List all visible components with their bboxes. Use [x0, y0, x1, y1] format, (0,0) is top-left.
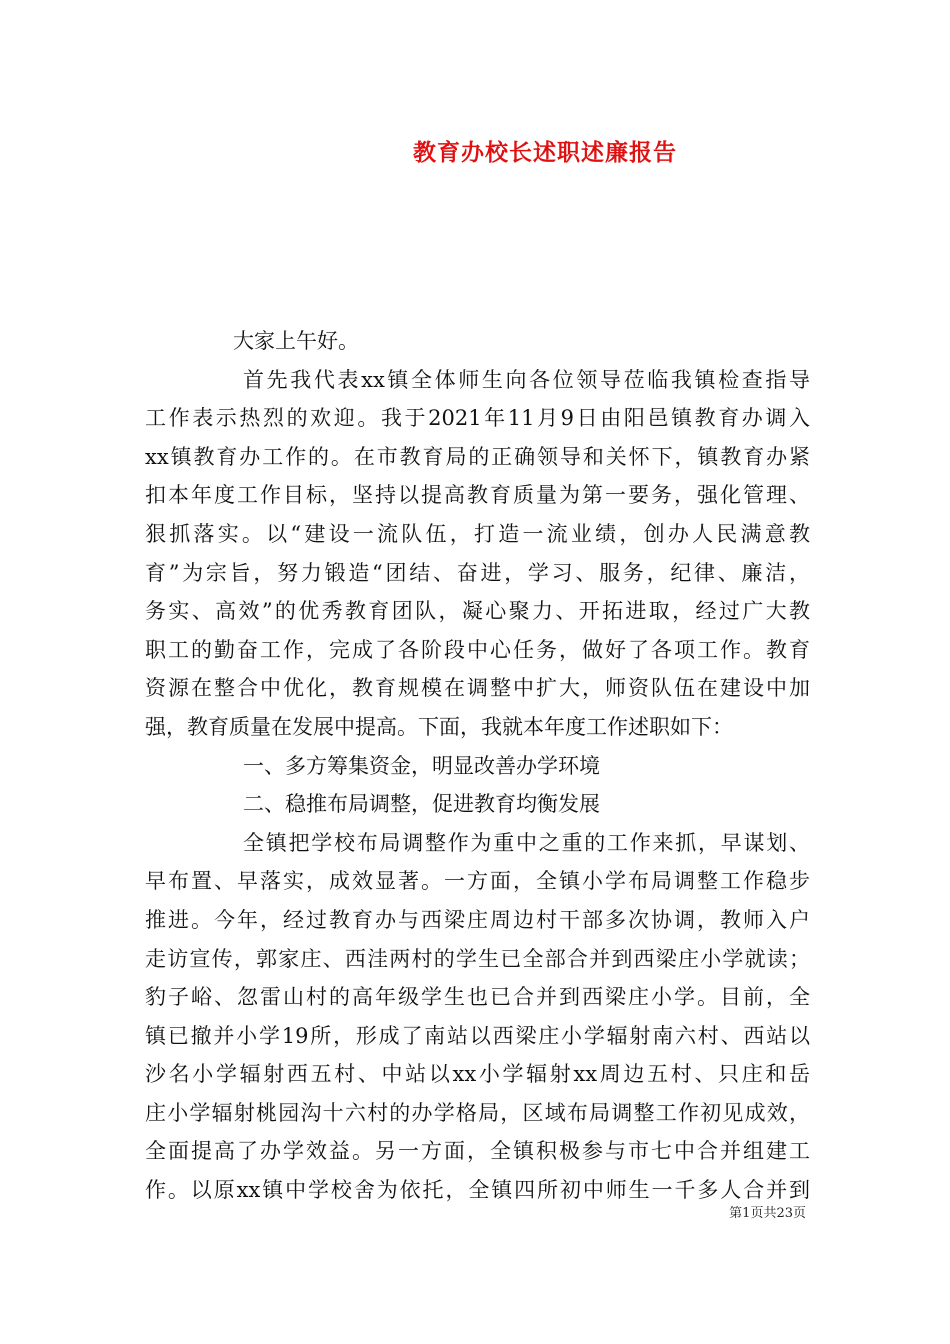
paragraph-2-line: 庄小学辐射桃园沟十六村的办学格局，区域布局调整工作初见成效， [145, 1100, 810, 1125]
paragraph-1-line: 扣本年度工作目标，坚持以提高教育质量为第一要务，强化管理、 [145, 483, 810, 508]
section-heading-2: 二、稳推布局调整，促进教育均衡发展 [243, 792, 600, 817]
paragraph-2-line: 全镇把学校布局调整作为重中之重的工作来抓，早谋划、 [243, 830, 810, 855]
document-body [145, 322, 810, 1210]
paragraph-2-line: 镇已撤并小学19所，形成了南站以西梁庄小学辐射南六村、西站以 [145, 1023, 810, 1048]
paragraph-1-line: 育”为宗旨，努力锻造“团结、奋进，学习、服务，纪律、廉洁， [145, 560, 810, 585]
paragraph-2-line: 沙名小学辐射西五村、中站以xx小学辐射xx周边五村、只庄和岳 [145, 1062, 810, 1087]
paragraph-2-line: 早布置、早落实，成效显著。一方面，全镇小学布局调整工作稳步 [145, 869, 810, 894]
paragraph-1-line: 务实、高效”的优秀教育团队，凝心聚力、开拓进取，经过广大教 [145, 599, 810, 624]
paragraph-1-line: 职工的勤奋工作，完成了各阶段中心任务，做好了各项工作。教育 [145, 637, 810, 662]
paragraph-2-line: 作。以原xx镇中学校舍为依托，全镇四所初中师生一千多人合并到 [145, 1178, 810, 1203]
paragraph-2-line: 走访宣传，郭家庄、西洼两村的学生已全部合并到西梁庄小学就读； [145, 946, 810, 971]
greeting-line: 大家上午好。 [233, 329, 359, 353]
page-number-footer: 第1页共23页 [729, 1206, 806, 1221]
document-title: 教育办校长述职述廉报告 [413, 139, 677, 166]
paragraph-1-line: 狠抓落实。以“建设一流队伍，打造一流业绩，创办人民满意教 [145, 521, 810, 546]
section-heading-1: 一、多方筹集资金，明显改善办学环境 [243, 753, 600, 778]
paragraph-1-line: xx镇教育办工作的。在市教育局的正确领导和关怀下，镇教育办紧 [145, 444, 810, 469]
paragraph-2-line: 豹子峪、忽雷山村的高年级学生也已合并到西梁庄小学。目前，全 [145, 985, 810, 1010]
paragraph-2-line: 推进。今年，经过教育办与西梁庄周边村干部多次协调，教师入户 [145, 907, 810, 932]
paragraph-1-line: 工作表示热烈的欢迎。我于2021年11月9日由阳邑镇教育办调入 [145, 406, 810, 431]
paragraph-1-line: 首先我代表xx镇全体师生向各位领导莅临我镇检查指导 [243, 367, 810, 392]
paragraph-1-line: 强，教育质量在发展中提高。下面，我就本年度工作述职如下： [145, 714, 733, 739]
paragraph-2-line: 全面提高了办学效益。另一方面，全镇积极参与市七中合并组建工 [145, 1139, 810, 1164]
paragraph-1-line: 资源在整合中优化，教育规模在调整中扩大，师资队伍在建设中加 [145, 676, 810, 701]
